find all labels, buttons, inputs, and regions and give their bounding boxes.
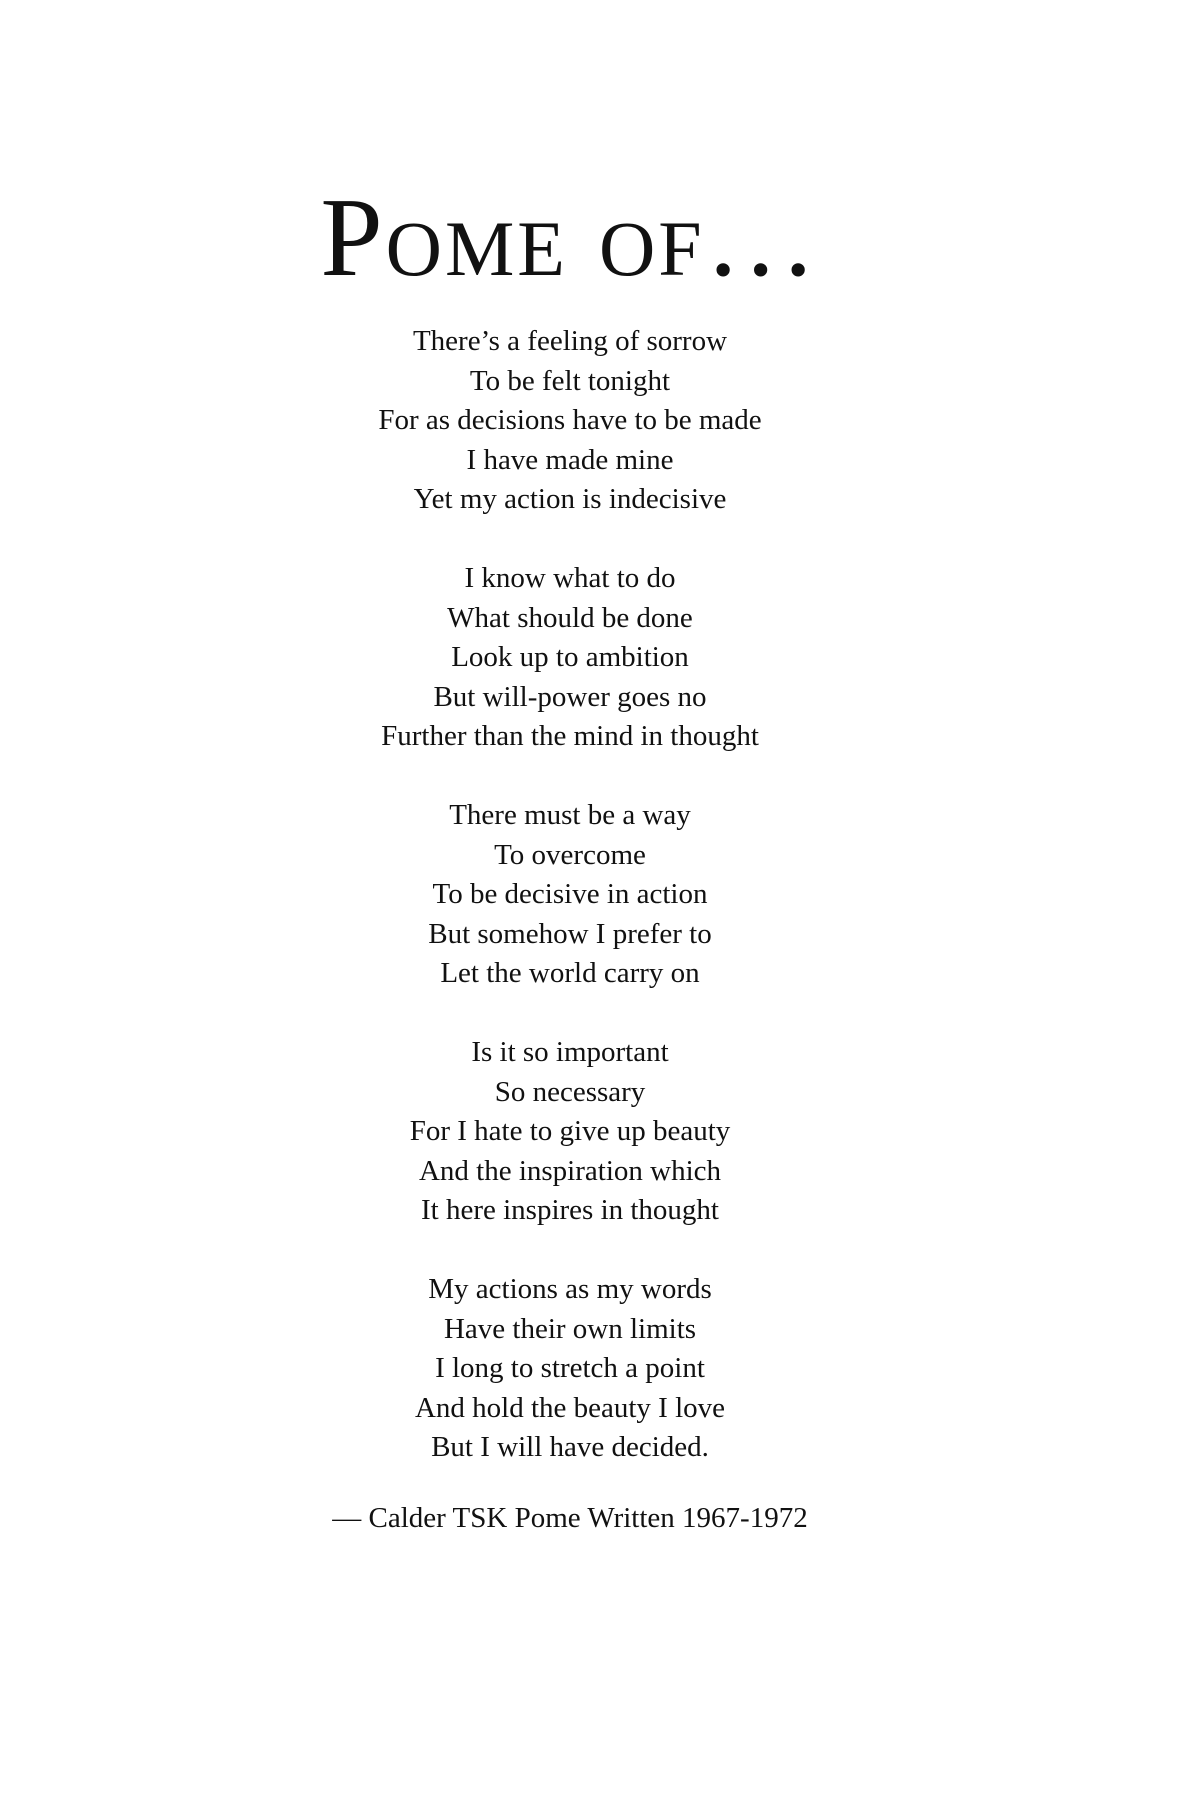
poem-line: So necessary: [494, 1075, 646, 1108]
poem-line: To be felt tonight: [469, 364, 671, 397]
poem-line: My actions as my words: [428, 1273, 712, 1305]
poem-line: Further than the mind in thought: [381, 720, 759, 752]
poem-line: Let the world carry on: [440, 957, 700, 989]
poem-line: Yet my action is indecisive: [413, 483, 727, 515]
poem-line: I have made mine: [466, 443, 674, 476]
stanza-3: [0, 796, 1140, 994]
poem-body: [0, 322, 1140, 1507]
poem-line: Is it so important: [471, 1036, 669, 1068]
poem-line: Look up to ambition: [451, 641, 689, 673]
poem-line: Have their own limits: [443, 1312, 697, 1345]
poem-line: And the inspiration which: [418, 1154, 722, 1187]
poem-line: To overcome: [494, 838, 646, 871]
poem-title: Pome of…: [320, 176, 820, 300]
poem-line: I know what to do: [464, 562, 676, 594]
poem-line: There’s a feeling of sorrow: [412, 325, 728, 357]
poem-line: But will-power goes no: [433, 680, 707, 713]
poem-line: There must be a way: [449, 799, 691, 831]
poem-line: And hold the beauty I love: [414, 1391, 726, 1424]
stanza-5: [0, 1270, 1140, 1468]
poem-line: What should be done: [447, 601, 693, 634]
poem-line: But I will have decided.: [431, 1431, 709, 1463]
poem-line: For I hate to give up beauty: [409, 1115, 731, 1147]
poem-line: To be decisive in action: [432, 878, 708, 910]
poem-line: For as decisions have to be made: [378, 404, 762, 436]
stanza-2: [0, 559, 1140, 757]
poem-line: But somehow I prefer to: [428, 917, 712, 950]
stanza-4: [0, 1033, 1140, 1231]
poem-line: It here inspires in thought: [420, 1194, 719, 1226]
poem-line: I long to stretch a point: [435, 1352, 705, 1384]
attribution: — Calder TSK Pome Written 1967-1972: [332, 1502, 808, 1534]
stanza-1: [0, 322, 1140, 520]
